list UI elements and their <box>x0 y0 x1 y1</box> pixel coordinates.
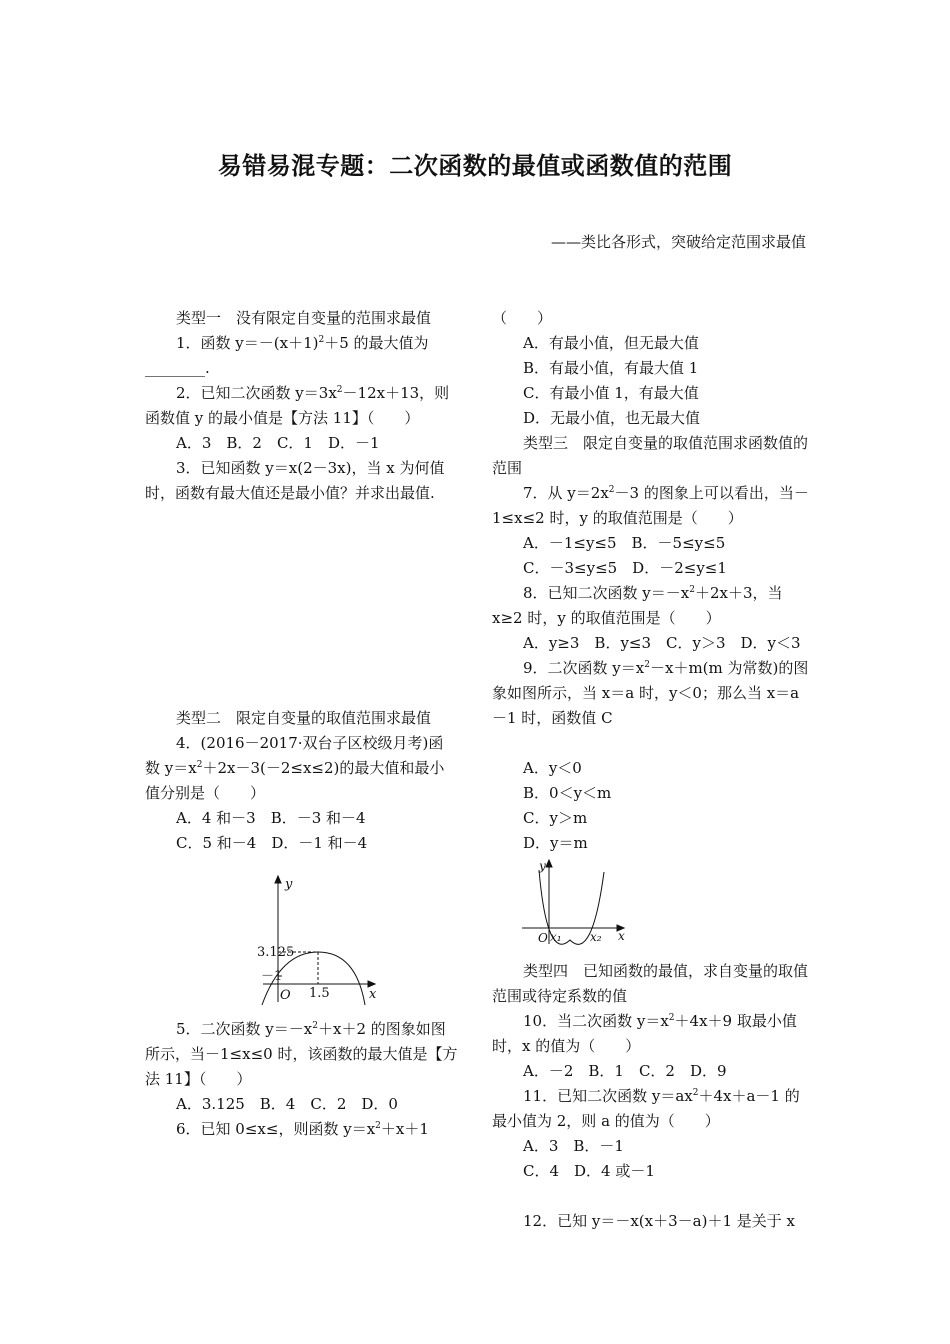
origin-label: O <box>280 988 291 1003</box>
origin-label: O <box>538 931 548 945</box>
right-column <box>492 306 810 1234</box>
question-6-option-a: A．有最小值，但无最大值 <box>523 334 699 352</box>
question-6-option-b: B．有最小值，有最大值 1 <box>523 359 699 377</box>
type2-heading: 类型二 限定自变量的取值范围求最值 <box>176 709 432 727</box>
x2-label: x₂ <box>590 930 602 944</box>
question-12: 12．已知 y＝－x(x＋3－a)＋1 是关于 x <box>523 1212 795 1230</box>
y-axis-label: y <box>539 859 546 873</box>
left-column <box>145 306 458 1142</box>
question-4: 4．(2016－2017·双台子区校级月考)函数 $y=x^2+2x-3(-2\le x\le 2)$的最大值和最小值分别是（ ） <box>145 734 445 802</box>
question-5: 5．二次函数 $y=-x^2+x+2$ 的图象如图所示，当－1≤x≤0 时，该函数的最大值是【方法 11】（ ） <box>145 1020 458 1088</box>
x1-label: x₁ <box>550 930 562 944</box>
question-9-option-a: A．y＜0 <box>523 759 582 777</box>
question-6-paren: （ ） <box>492 309 553 327</box>
max-value-label: 3.125 <box>257 945 295 960</box>
question-8: 8．已知二次函数 $y=-x^2+2x+3$，当 x≥2 时，y 的取值范围是（ ） <box>492 584 783 627</box>
question-9-option-c: C．y＞m <box>523 809 588 827</box>
x-axis-label: x <box>369 987 377 1002</box>
question-11: 11．已知二次函数 $y=ax^2+4x+a-1$ 的最小值为 2，则 a 的值为（ ） <box>492 1087 800 1130</box>
question-10-options: A．－2 B．1 C．2 D．9 <box>523 1062 727 1080</box>
page-subtitle: ——类比各形式，突破给定范围求最值 <box>550 233 806 251</box>
question-2: 2．已知二次函数 $y=3x^2-12x+13$，则函数值 y 的最小值是【方法 11】（ ） <box>145 384 450 427</box>
parabola-figure-q9 <box>492 856 810 948</box>
parabola-figure-q5 <box>145 870 458 1010</box>
question-7: 7．从 $y=2x^2-3$ 的图象上可以看出，当－1≤x≤2 时，y 的取值范围是（ ） <box>492 484 809 527</box>
y-axis-arrow <box>546 860 552 867</box>
question-7-options-2: C．－3≤y≤5 D．－2≤y≤1 <box>523 559 727 577</box>
question-7-options-1: A．－1≤y≤5 B．－5≤y≤5 <box>523 534 726 552</box>
neg1-label: －1 <box>261 969 283 984</box>
x-axis-label: x <box>618 929 625 943</box>
y-axis-label: y <box>285 877 293 892</box>
question-11-options-2: C．4 D．4 或－1 <box>523 1162 655 1180</box>
vertex-x-label: 1.5 <box>309 986 330 1001</box>
question-2-options: A．3 B．2 C．1 D．－1 <box>176 434 380 452</box>
question-9-option-b: B．0＜y＜m <box>523 784 612 802</box>
type3-heading: 类型三 限定自变量的取值范围求函数值的范围 <box>492 434 809 477</box>
question-6-option-d: D．无最小值，也无最大值 <box>523 409 701 427</box>
question-5-options: A．3.125 B．4 C．2 D．0 <box>176 1095 398 1113</box>
question-6-option-c: C．有最小值 1，有最大值 <box>523 384 699 402</box>
question-10: 10．当二次函数 $y=x^2+4x+9$ 取最小值时，x 的值为（ ） <box>492 1012 797 1055</box>
question-4-options-2: C．5 和－4 D．－1 和－4 <box>176 834 368 852</box>
question-11-options-1: A．3 B．－1 <box>523 1137 624 1155</box>
type1-heading: 类型一 没有限定自变量的范围求最值 <box>176 309 432 327</box>
question-9: 9．二次函数 $y=x^2-x+m(m$ 为常数)的图象如图所示，当 x＝a 时，y＜0；那么当 x＝a－1 时，函数值 C <box>492 659 809 727</box>
question-6: 6．已知 0≤x≤，则函数 $y=x^2+x+1$ <box>176 1120 429 1138</box>
question-9-option-d: D．y＝m <box>523 834 588 852</box>
type4-heading: 类型四 已知函数的最值，求自变量的取值范围或待定系数的值 <box>492 962 809 1005</box>
y-axis-arrow <box>275 876 281 883</box>
question-8-options: A．y≥3 B．y≤3 C．y＞3 D．y＜3 <box>523 634 801 652</box>
question-3: 3．已知函数 y＝x(2－3x)，当 x 为何值时，函数有最大值还是最小值？并求出最值. <box>145 459 445 502</box>
question-1: 1．函数 $y=-(x+1)^2+5$ 的最大值为________. <box>145 334 429 377</box>
page-title: 易错易混专题：二次函数的最值或函数值的范围 <box>217 151 733 180</box>
question-4-options-1: A．4 和－3 B．－3 和－4 <box>176 809 366 827</box>
